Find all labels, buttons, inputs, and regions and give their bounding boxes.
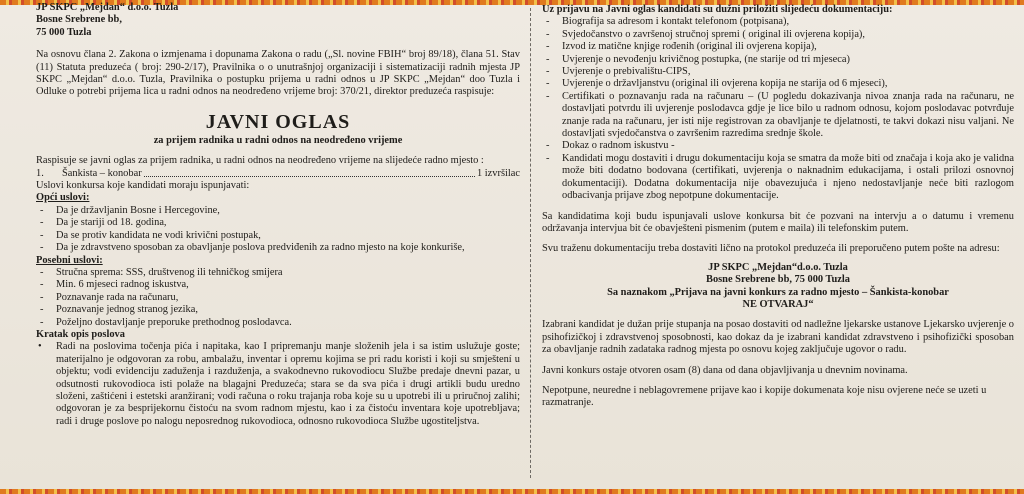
address-block — [542, 262, 1014, 312]
general-heading: Opći uslovi: — [36, 192, 90, 204]
job-count: 1 izvršilac — [477, 167, 520, 179]
list-item: - Uvjerenje o državljanstvu (original ili ovjerena kopija ne starija od 6 mjeseci), — [542, 78, 1014, 90]
list-item: - Uvjerenje o prebivalištu-CIPS, — [542, 66, 1014, 78]
address-notice: NE OTVARAJ“ — [742, 298, 814, 310]
header-city: 75 000 Tuzla — [36, 26, 92, 38]
announce-text: Raspisuje se javni oglas za prijem radnika, u radni odnos na neodređeno vrijeme na slijedeće radno mjesto : — [36, 155, 484, 167]
conditions-intro: Uslovi konkursa koje kandidati moraju ispunjavati: — [36, 180, 250, 192]
list-item: - Uvjerenje o nevođenju krivičnog postupka, (ne starije od tri mjeseca) — [542, 54, 1014, 66]
left-column — [14, 0, 526, 490]
list-item: - Kandidati mogu dostaviti i drugu dokumentaciju koja se smatra da može biti od značaja i koja ako je validna može biti dodatno bodovana (certifikati, uvjerenja o naknadnim edukacijama, i ostali prilozi osnovnoj dokumentaciji). Dodatna dokumentacija nije obavezujuća i njeno nedostavljanje neće biti razlogom odbacivanja prijave zbog nepotpune dokumentacije. — [542, 153, 1014, 203]
list-item: - Min. 6 mjeseci radnog iskustva, — [36, 279, 520, 291]
selected-candidate-text: Izabrani kandidat je dužan prije stupanja na posao dostaviti od nadležne ljekarske ustanove Ljekarsko uvjerenje o psihofizičkoj i zdravstvenoj sposobnosti, kao dokaz da je izabrani kandidat zdravstveno i psihofizički sposoban za obavljanje radnih zadataka radnog mjesta po osnovu kojeg zaključuje ugovor o radu. — [542, 319, 1014, 356]
list-item: - Da je stariji od 18. godina, — [36, 217, 520, 229]
list-item: - Poznavanje jednog stranog jezika, — [36, 304, 520, 316]
ad-title: JAVNI OGLAS — [205, 110, 351, 133]
job-number: 1. — [36, 167, 44, 179]
delivery-text: Svu traženu dokumentaciju treba dostaviti lično na protokol preduzeća ili preporučeno putem pošte na adresu: — [542, 243, 1000, 255]
ad-subtitle: za prijem radnika u radni odnos na neodređeno vrijeme — [153, 134, 403, 146]
description-heading: Kratak opis poslova — [36, 328, 125, 340]
footer-note: Nepotpune, neuredne i neblagovremene prijave kao i kopije dokumenata koje nisu ovjerene neće se uzeti u razmatranje. — [542, 384, 987, 409]
address-org: JP SKPC „Mejdan“d.o.o. Tuzla — [708, 261, 848, 273]
address-note: Sa naznakom „Prijava na javni konkurs za radno mjesto – Šankista-konobar — [607, 286, 949, 298]
interview-text: Sa kandidatima koji budu ispunjavali uslove konkursa bit će pozvani na intervju a o datumu i vremenu održavanja intervjua bit će obavješteni pismenim (putem e maila) ili telefonskim putem. — [542, 210, 1014, 234]
description-list — [36, 341, 520, 428]
list-item: - Poznavanje rada na računaru, — [36, 292, 520, 304]
column-divider — [530, 8, 532, 478]
bottom-border-stripe — [0, 489, 1024, 494]
list-item: - Poželjno dostavljanje preporuke prethodnog poslodavca. — [36, 317, 520, 329]
list-item: - Da je zdravstveno sposoban za obavljanje poslova predviđenih za radno mjesto na koje konkuriše, — [36, 242, 520, 254]
right-column — [536, 0, 1018, 490]
intro-paragraph: Na osnovu člana 2. Zakona o izmjenama i dopunama Zakona o radu („Sl. novine FBIH“ broj 89/18), člana 51. Stav (11) Statuta preduzeća ( broj: 290-2/17), Pravilnika o o unutrašnjoj organizaciji i sistematizaciji radnih mjesta JP SKPC „Mejdan“ d.o.o. Tuzla, Pravilnika o postupku prijema u radni odnos u JP SKPC „Mejdan“ doo Tuzla i Odluke o potrebi prijema lica u radni odnos na neodređeno vrijeme broj: 370/21, direktor preduzeća raspisuje: — [36, 49, 520, 98]
list-item: - Stručna sprema: SSS, društvenog ili tehničkog smijera — [36, 267, 520, 279]
documents-list — [542, 16, 1014, 202]
list-item: - Izvod iz matične knjige rođenih (original ili ovjerena kopija), — [542, 41, 1014, 53]
job-name: Šankista – konobar — [62, 167, 142, 179]
documents-heading: Uz prijavu na Javni oglas kandidati su dužni priložiti slijedeću dokumentaciju: — [542, 4, 893, 15]
list-item: - Da se protiv kandidata ne vodi krivični postupak, — [36, 230, 520, 242]
special-heading: Posebni uslovi: — [36, 254, 103, 266]
description-text: • Radi na poslovima točenja pića i napitaka, kao I pripremanju manje složenih jela i sa istim uslužuje goste; materijalno je odgovoran za robu, ambalažu, inventar i opremu kojima se pri radu koristi i koji su smještení u objektu; vodi evidenciju zaduženja i razduženja, a svakodnevno rukovodiocu Službe predaje dnevni pazar, u odsutnosti rukovodioca isti polaže na blagajni Preduzeća; stara se da sva pića i drugi artikli budu uredno složeni, zaštićeni i estetski aranžirani; vodi računa o roku trajanja roba koje su u upotrebi ili u priručnoj zalihi; odgovoran je za besprijekornu čistoću na svom radnom mjestu, kao i za čistoću inventara koje upotrebljava; radi i druge poslove po nalogu neposrednog rukovodioca, odnosno rukovodioca Službe ugostiteljstva. — [36, 341, 520, 428]
list-item: - Dokaz o radnom iskustvu - — [542, 140, 1014, 152]
general-list — [36, 205, 520, 255]
list-item: - Svjedočanstvo o završenoj stručnoj spremi ( original ili ovjerena kopija), — [542, 29, 1014, 41]
open-period-text: Javni konkurs ostaje otvoren osam (8) dana od dana objavljivanja u dnevnim novinama. — [542, 364, 908, 376]
job-line — [36, 168, 520, 180]
special-list — [36, 267, 520, 329]
address-street: Bosne Srebrene bb, 75 000 Tuzla — [706, 274, 850, 286]
job-dotted-fill — [144, 168, 475, 177]
list-item: - Da je državljanin Bosne i Hercegovine, — [36, 205, 520, 217]
header-street: Bosne Srebrene bb, — [36, 14, 122, 26]
header-org: JP SKPC „Mejdan“ d.o.o. Tuzla — [36, 2, 179, 13]
list-item: - Certifikati o poznavanju rada na računaru – (U pogledu dokazivanja nivoa znanja rada na računaru, ne dostavljati potvrdu ili uvjerenje poslodavca gdje je lice bilo u radnom odnosu, kojom poslodavac potvrđuje znanje rada na računaru, jer isti nije registrovan za obavljanje te djelatnosti, te takvi dokazi nisu valjani. Ne dostavljati svjedočanstva o završenim razredima srednje škole. — [542, 91, 1014, 141]
list-item: - Biografija sa adresom i kontakt telefonom (potpisana), — [542, 16, 1014, 28]
